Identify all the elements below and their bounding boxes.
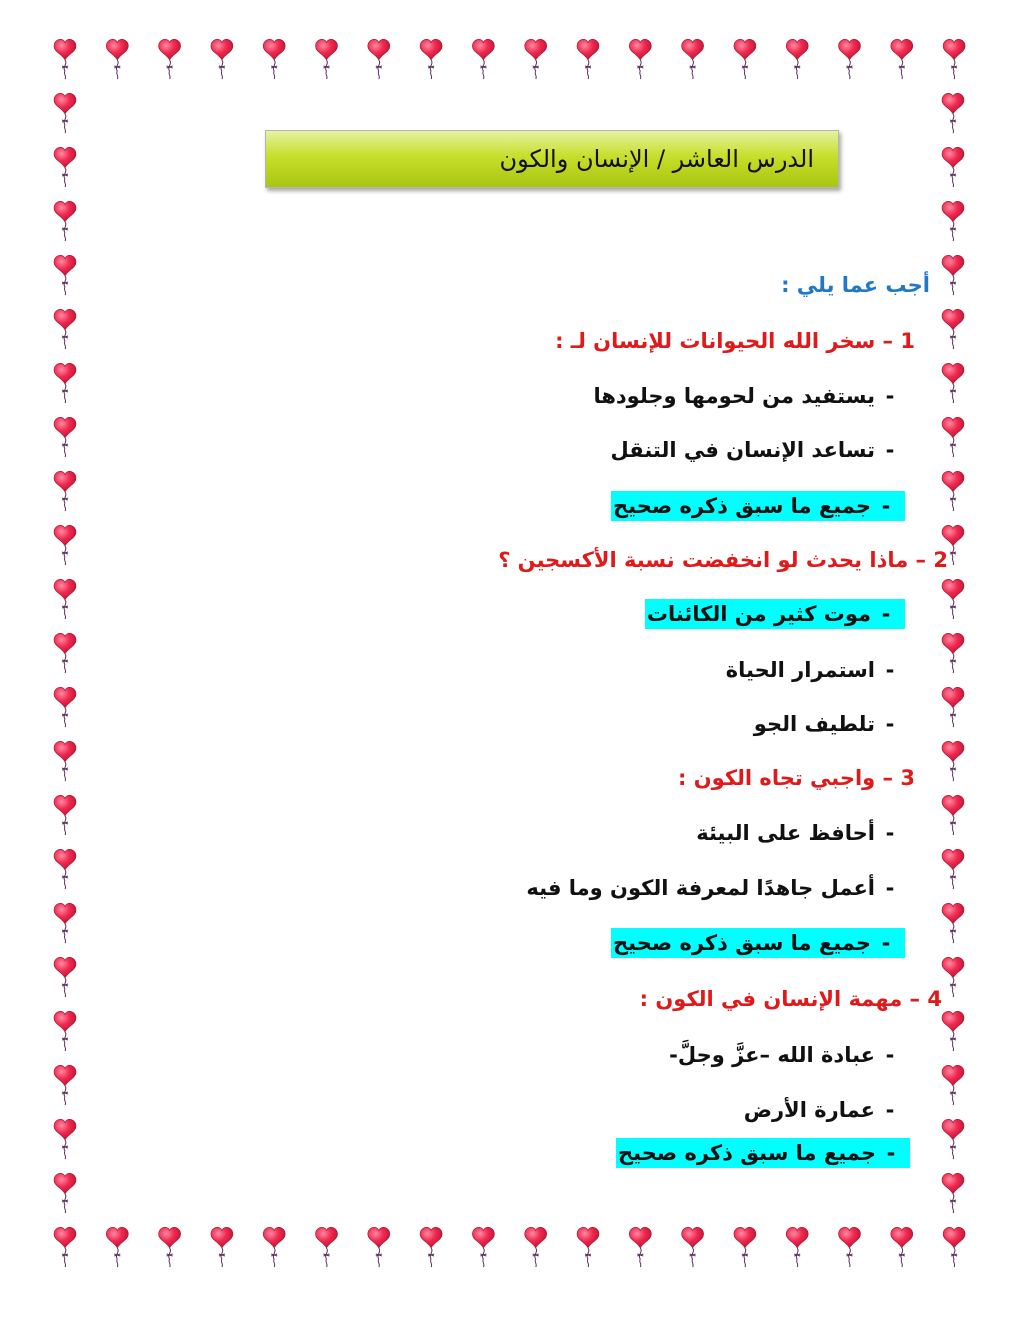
heart-balloon-icon [525,39,547,79]
heart-balloon-icon [54,1173,76,1213]
heart-balloon-icon [942,1065,964,1105]
heart-balloon-icon [942,687,964,727]
heart-balloon-icon [577,1227,599,1267]
lesson-title: الدرس العاشر / الإنسان والكون [499,145,814,173]
heart-balloon-icon [54,363,76,403]
heart-balloon-icon [54,147,76,187]
heart-balloon-icon [891,1227,913,1267]
q3-option-2: -أعمل جاهدًا لمعرفة الكون وما فيه [526,876,895,900]
heart-balloon-icon [472,1227,494,1267]
heart-balloon-icon [942,93,964,133]
q2-option-2: -استمرار الحياة [725,658,895,682]
heart-balloon-icon [942,849,964,889]
heart-balloon-icon [942,1011,964,1051]
heart-balloon-icon [54,1227,76,1267]
heart-balloon-icon [263,1227,285,1267]
heart-balloon-icon [942,957,964,997]
heart-balloon-icon [839,39,861,79]
heart-balloon-icon [54,417,76,457]
heart-balloon-icon [942,147,964,187]
q1-option-3-correct: -جميع ما سبق ذكره صحيح [611,491,905,521]
heart-balloon-icon [577,39,599,79]
heart-balloon-icon [943,39,965,79]
heart-balloon-icon [942,633,964,673]
heart-balloon-icon [54,795,76,835]
heart-balloon-icon [54,201,76,241]
heart-balloon-icon [734,39,756,79]
heart-balloon-icon [942,417,964,457]
heart-balloon-icon [54,1011,76,1051]
heart-balloon-icon [682,39,704,79]
heart-balloon-icon [942,255,964,295]
heart-balloon-icon [54,903,76,943]
heart-balloon-icon [368,39,390,79]
question-2: 2 – ماذا يحدث لو انخفضت نسبة الأكسجين ؟ [498,548,948,572]
heart-balloon-icon [942,741,964,781]
heart-balloon-icon [54,633,76,673]
lesson-title-banner [265,130,839,188]
heart-balloon-icon [942,309,964,349]
heart-balloon-icon [368,1227,390,1267]
heart-balloon-icon [263,39,285,79]
q3-option-3-correct: -جميع ما سبق ذكره صحيح [611,928,905,958]
heart-balloon-icon [942,1119,964,1159]
heart-balloon-icon [629,1227,651,1267]
heart-balloon-icon [211,1227,233,1267]
heart-balloon-icon [942,579,964,619]
heart-balloon-icon [839,1227,861,1267]
heart-balloon-icon [734,1227,756,1267]
heart-balloon-icon [943,1227,965,1267]
heart-balloon-icon [54,1065,76,1105]
heart-balloon-icon [472,39,494,79]
heart-balloon-icon [159,39,181,79]
heart-balloon-icon [942,1173,964,1213]
heart-balloon-icon [54,525,76,565]
heart-balloon-icon [525,1227,547,1267]
heart-balloon-icon [420,39,442,79]
heart-balloon-icon [54,957,76,997]
heart-balloon-icon [942,201,964,241]
heart-balloon-icon [54,471,76,511]
q4-option-1: -عبادة الله –عزَّ وجلَّ- [669,1043,895,1067]
heart-balloon-icon [316,1227,338,1267]
instruction: أجب عما يلي : [781,273,930,297]
heart-balloon-icon [316,39,338,79]
heart-balloon-icon [54,255,76,295]
heart-balloon-icon [54,1119,76,1159]
q3-option-1: -أحافظ على البيئة [696,821,895,845]
q2-option-1-correct: -موت كثير من الكائنات [645,599,905,629]
heart-balloon-icon [54,93,76,133]
heart-balloon-icon [942,471,964,511]
heart-balloon-icon [54,39,76,79]
heart-balloon-icon [891,39,913,79]
q2-option-3: -تلطيف الجو [753,712,895,736]
heart-balloon-icon [420,1227,442,1267]
q1-option-2: -تساعد الإنسان في التنقل [610,438,895,462]
heart-balloon-icon [942,363,964,403]
heart-balloon-icon [54,687,76,727]
heart-balloon-icon [629,39,651,79]
heart-balloon-icon [54,579,76,619]
heart-balloon-icon [106,39,128,79]
question-4: 4 – مهمة الإنسان في الكون : [639,987,942,1011]
question-3: 3 – واجبي تجاه الكون : [678,766,915,790]
q4-option-3-correct: -جميع ما سبق ذكره صحيح [616,1138,910,1168]
heart-balloon-icon [54,741,76,781]
q4-option-2: -عمارة الأرض [743,1098,895,1122]
heart-balloon-icon [106,1227,128,1267]
heart-balloon-icon [786,1227,808,1267]
heart-balloon-icon [211,39,233,79]
heart-balloon-icon [786,39,808,79]
heart-balloon-icon [942,903,964,943]
heart-balloon-icon [942,795,964,835]
heart-balloon-icon [682,1227,704,1267]
heart-balloon-icon [54,849,76,889]
question-1: 1 – سخر الله الحيوانات للإنسان لـ : [555,329,915,353]
heart-balloon-icon [54,309,76,349]
q1-option-1: -يستفيد من لحومها وجلودها [593,384,895,408]
heart-balloon-icon [159,1227,181,1267]
